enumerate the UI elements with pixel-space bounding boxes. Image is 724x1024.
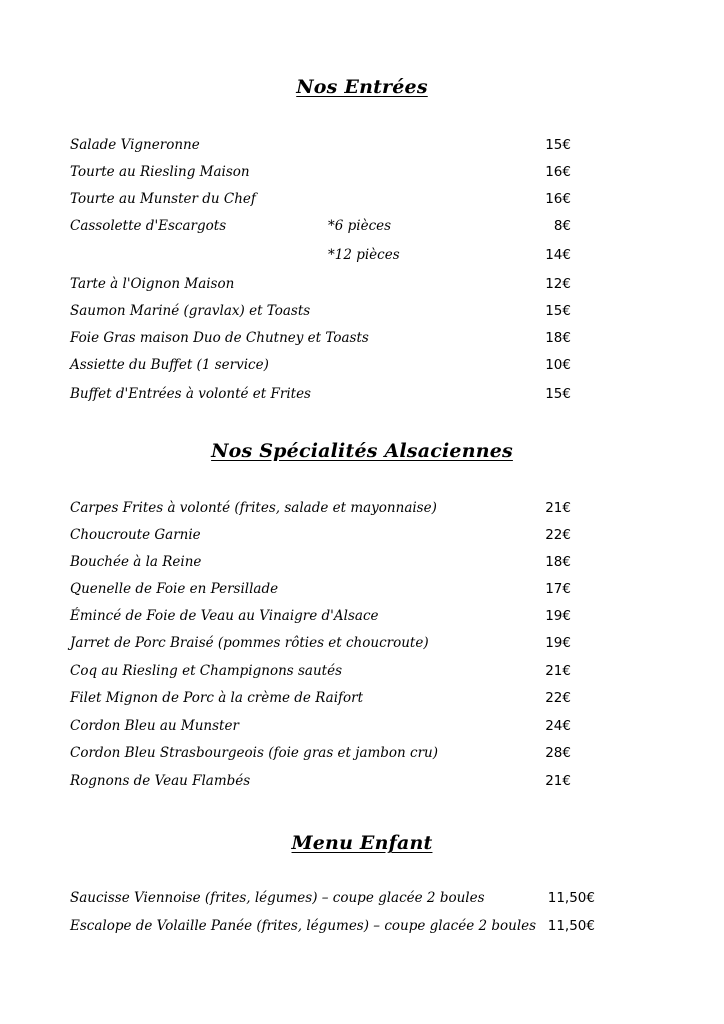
menu-item-price: 15€ — [545, 303, 571, 319]
menu-item-price: 22€ — [545, 527, 571, 543]
menu-item-price: 15€ — [545, 137, 571, 153]
menu-item-price: 21€ — [545, 773, 571, 789]
menu-item-price: 24€ — [545, 718, 571, 734]
menu-item-name: Rognons de Veau Flambés — [70, 773, 251, 789]
menu-item-name: Escalope de Volaille Panée (frites, légumes) – coupe glacée 2 boules — [70, 918, 537, 934]
menu-item-name: Tourte au Riesling Maison — [70, 164, 250, 180]
menu-item-price: 21€ — [545, 663, 571, 679]
menu-item-price: 21€ — [545, 500, 571, 516]
menu-item-name: Saucisse Viennoise (frites, légumes) – coupe glacée 2 boules — [70, 890, 485, 906]
menu-item-name: Filet Mignon de Porc à la crème de Raifort — [70, 690, 364, 706]
menu-item-price: 11,50€ — [547, 918, 595, 934]
menu-item-price: 15€ — [545, 386, 571, 402]
menu-item-name: Cordon Bleu au Munster — [70, 718, 239, 734]
menu-item-price: 12€ — [545, 276, 571, 292]
menu-item-name: Saumon Mariné (gravlax) et Toasts — [70, 303, 311, 319]
menu-item-name: Carpes Frites à volonté (frites, salade et mayonnaise) — [70, 500, 437, 516]
menu-item-name: Jarret de Porc Braisé (pommes rôties et choucroute) — [70, 635, 429, 651]
menu-item-price: 18€ — [545, 330, 571, 346]
menu-item-price: 8€ — [553, 218, 571, 234]
menu-item-name: Quenelle de Foie en Persillade — [70, 581, 279, 597]
menu-item-price: 19€ — [545, 608, 571, 624]
menu-item-quantity: *6 pièces — [328, 218, 392, 234]
section-title-enfant: Menu Enfant — [291, 832, 433, 854]
section-title-entrees: Nos Entrées — [296, 76, 428, 98]
menu-item-name: Assiette du Buffet (1 service) — [70, 357, 269, 373]
menu-item-quantity: *12 pièces — [328, 247, 400, 263]
menu-item-price: 19€ — [545, 635, 571, 651]
menu-item-price: 16€ — [545, 191, 571, 207]
menu-item-price: 18€ — [545, 554, 571, 570]
menu-item-name: Émincé de Foie de Veau au Vinaigre d'Alsace — [70, 608, 379, 624]
section-title-specialites: Nos Spécialités Alsaciennes — [211, 440, 513, 462]
menu-item-price: 22€ — [545, 690, 571, 706]
menu-item-name: Foie Gras maison Duo de Chutney et Toasts — [70, 330, 369, 346]
menu-item-price: 17€ — [545, 581, 571, 597]
menu-item-name: Tarte à l'Oignon Maison — [70, 276, 235, 292]
menu-item-price: 11,50€ — [547, 890, 595, 906]
menu-item-price: 16€ — [545, 164, 571, 180]
menu-item-name: Bouchée à la Reine — [70, 554, 202, 570]
menu-item-price: 28€ — [545, 745, 571, 761]
menu-item-name: Buffet d'Entrées à volonté et Frites — [70, 386, 311, 402]
menu-item-name: Salade Vigneronne — [70, 137, 200, 153]
menu-item-price: 14€ — [545, 247, 571, 263]
menu-item-name: Cassolette d'Escargots — [70, 218, 227, 234]
menu-item-name: Choucroute Garnie — [70, 527, 201, 543]
menu-item-name: Cordon Bleu Strasbourgeois (foie gras et jambon cru) — [70, 745, 439, 761]
menu-item-price: 10€ — [545, 357, 571, 373]
menu-item-name: Coq au Riesling et Champignons sautés — [70, 663, 343, 679]
menu-item-name: Tourte au Munster du Chef — [70, 191, 256, 207]
